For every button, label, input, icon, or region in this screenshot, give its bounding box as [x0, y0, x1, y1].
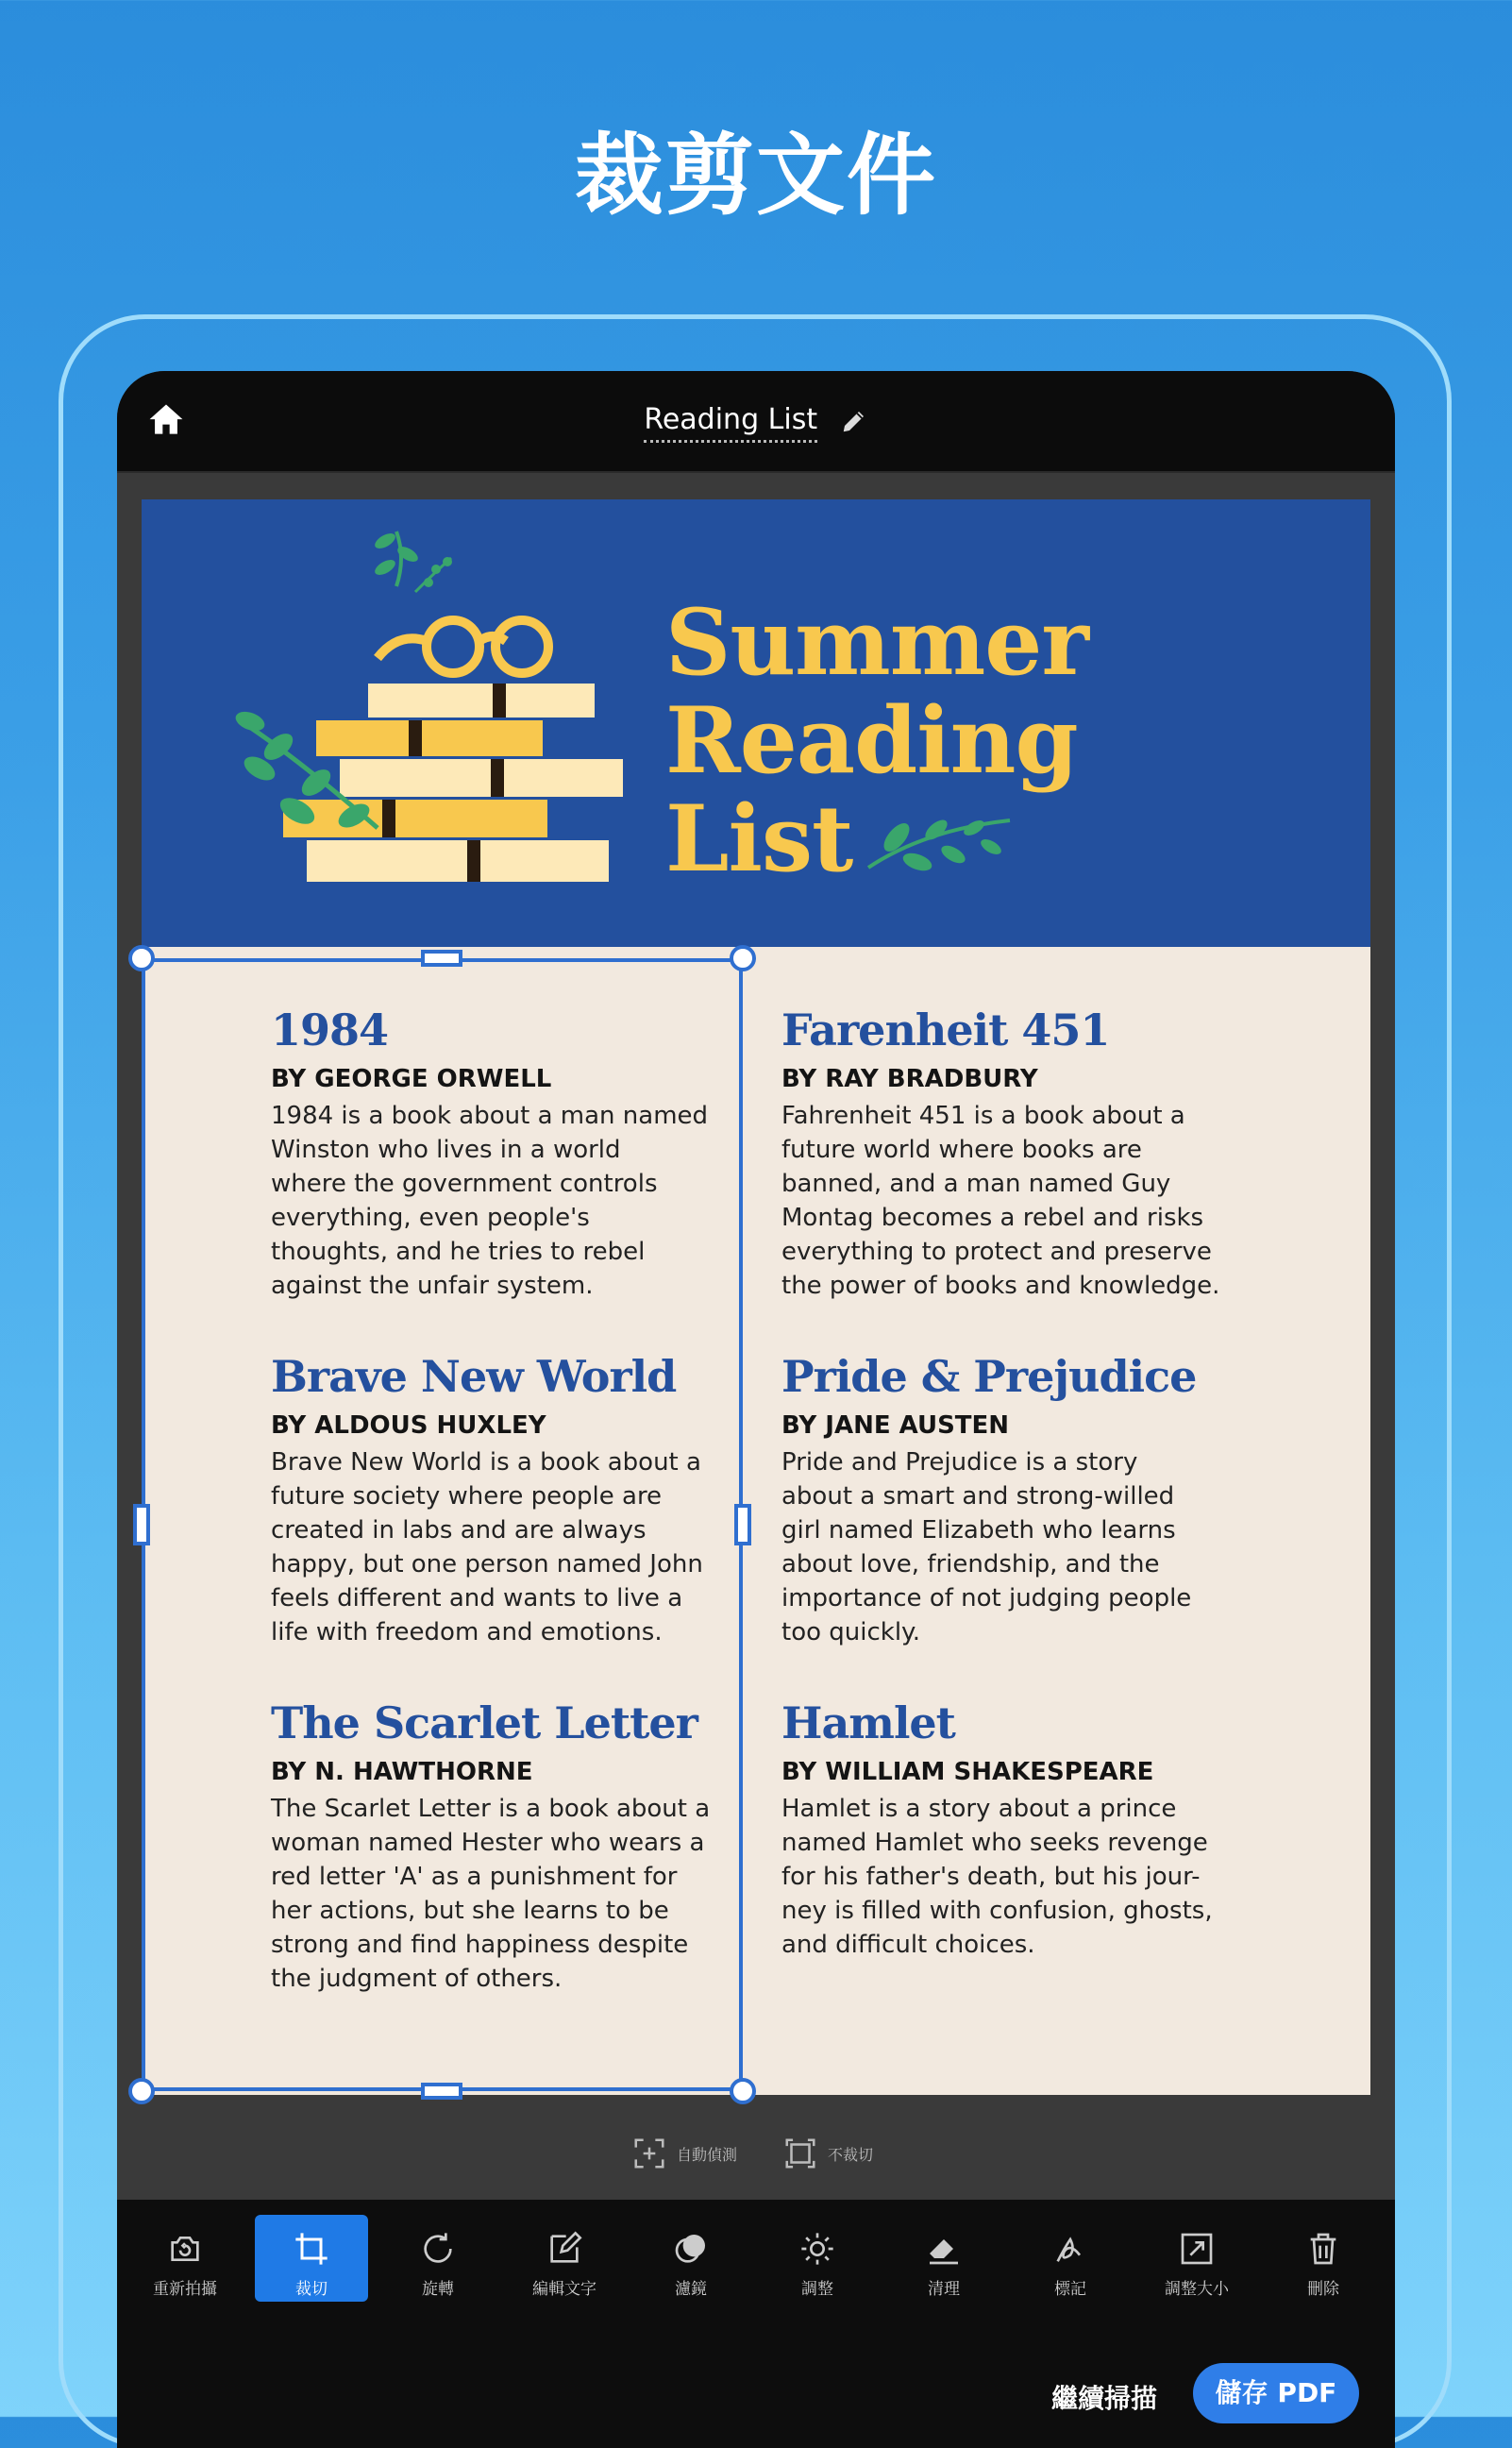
summary-line: life with freedom and emotions.: [271, 1618, 663, 1646]
auto-detect-label: 自動偵測: [677, 2145, 738, 2164]
crop-handle-top-left[interactable]: [128, 945, 155, 971]
crop-handle-bottom-right[interactable]: [730, 2078, 756, 2104]
summary-line: red letter 'A' as a punishment for: [271, 1863, 678, 1891]
summary-line: the power of books and knowledge.: [781, 1272, 1220, 1300]
crop-handle-left[interactable]: [133, 1504, 150, 1545]
summary-line: everything, even people's: [271, 1204, 590, 1232]
summary-line: Brave New World is a book about a: [271, 1448, 701, 1477]
summary-line: ney is filled with confusion, ghosts,: [781, 1897, 1213, 1925]
tool-label: 標記: [1054, 2280, 1086, 2299]
markup-icon: [1051, 2230, 1089, 2268]
summary-line: future world where books are: [781, 1136, 1142, 1164]
book-author: BY JANE AUSTEN: [781, 1411, 1010, 1440]
summary-line: strong and find happiness despite: [271, 1931, 689, 1959]
tool-crop[interactable]: [255, 2215, 368, 2302]
no-crop-icon: [782, 2136, 818, 2171]
book-entry: [781, 1697, 1235, 1962]
crop-handle-right[interactable]: [734, 1504, 751, 1545]
crop-handle-top[interactable]: [421, 950, 462, 967]
edit-text-icon: [546, 2230, 583, 2268]
crop-options: [117, 2132, 1395, 2179]
book-author: BY ALDOUS HUXLEY: [271, 1411, 546, 1440]
summary-line: Pride and Prejudice is a story: [781, 1448, 1138, 1477]
summary-line: about a smart and strong-willed: [781, 1482, 1175, 1511]
crop-handle-top-right[interactable]: [730, 945, 756, 971]
summary-line: Fahrenheit 451 is a book about a: [781, 1102, 1185, 1130]
bottom-toolbar: [117, 2200, 1395, 2448]
summary-line: where the government controls: [271, 1170, 658, 1198]
page-headline: 裁剪文件: [574, 125, 937, 228]
auto-detect-button[interactable]: [631, 2132, 737, 2175]
book-author: BY GEORGE ORWELL: [271, 1065, 552, 1093]
document-title-text[interactable]: Reading List: [644, 403, 817, 443]
crop-selection-box[interactable]: [142, 958, 743, 2091]
book-author: BY N. HAWTHORNE: [271, 1758, 533, 1786]
summary-line: Hamlet is a story about a prince: [781, 1795, 1177, 1823]
summary-line: The Scarlet Letter is a book about a: [271, 1795, 711, 1823]
summary-line: thoughts, and he tries to rebel: [271, 1238, 646, 1266]
tool-eraser[interactable]: [887, 2215, 1000, 2302]
book-entry: [781, 1005, 1235, 1303]
tool-label: 旋轉: [422, 2280, 454, 2299]
summary-line: named Hamlet who seeks revenge: [781, 1829, 1208, 1857]
tool-label: 編輯文字: [532, 2280, 596, 2299]
summary-line: about love, friendship, and the: [781, 1550, 1160, 1579]
summary-line: feels different and wants to live a: [271, 1584, 683, 1612]
summary-line: the judgment of others.: [271, 1965, 563, 1993]
summary-line: Winston who lives in a world: [271, 1136, 621, 1164]
summary-line: future society where people are: [271, 1482, 663, 1511]
summary-line: banned, and a man named Guy: [781, 1170, 1171, 1198]
tool-filter[interactable]: [634, 2215, 748, 2302]
book-title: 1984: [271, 1005, 389, 1055]
summary-line: too quickly.: [781, 1618, 920, 1646]
book-title: Hamlet: [781, 1697, 955, 1748]
banner-title-line: Summer: [665, 589, 1088, 696]
crop-handle-bottom[interactable]: [421, 2083, 462, 2100]
tool-label: 裁切: [295, 2280, 328, 2299]
crop-icon: [293, 2230, 330, 2268]
document-banner: [142, 499, 1370, 947]
continue-scan-button[interactable]: 繼續掃描: [1051, 2383, 1158, 2414]
tool-edit-text[interactable]: [508, 2215, 621, 2302]
tool-label: 濾鏡: [675, 2280, 707, 2299]
book-title: Pride & Prejudice: [781, 1351, 1197, 1402]
delete-icon: [1304, 2230, 1342, 2268]
tool-label: 調整: [801, 2280, 833, 2299]
top-bar: [117, 371, 1395, 473]
book-author: BY RAY BRADBURY: [781, 1065, 1038, 1093]
summary-line: and difficult choices.: [781, 1931, 1035, 1959]
summary-line: woman named Hester who wears a: [271, 1829, 705, 1857]
tool-adjust[interactable]: [761, 2215, 874, 2302]
book-entry: [781, 1351, 1235, 1649]
summary-line: Montag becomes a rebel and risks: [781, 1204, 1204, 1232]
tool-delete[interactable]: [1267, 2215, 1380, 2302]
summary-line: created in labs and are always: [271, 1516, 647, 1545]
retake-icon: [166, 2230, 204, 2268]
tool-markup[interactable]: [1014, 2215, 1127, 2302]
adjust-icon: [798, 2230, 836, 2268]
tool-label: 刪除: [1307, 2280, 1339, 2299]
tool-resize[interactable]: [1140, 2215, 1253, 2302]
resize-icon: [1178, 2230, 1216, 2268]
eraser-icon: [925, 2230, 963, 2268]
book-title: Farenheit 451: [781, 1005, 1110, 1055]
summary-line: importance of not judging people: [781, 1584, 1192, 1612]
banner-title-line: List: [665, 785, 853, 892]
document-title[interactable]: [117, 403, 1395, 436]
summary-line: everything to protect and preserve: [781, 1238, 1212, 1266]
tool-label: 重新拍攝: [153, 2280, 217, 2299]
crop-handle-bottom-left[interactable]: [128, 2078, 155, 2104]
book-summary: [781, 1445, 1235, 1649]
book-author: BY WILLIAM SHAKESPEARE: [781, 1758, 1154, 1786]
summary-line: girl named Elizabeth who learns: [781, 1516, 1176, 1545]
book-summary: [781, 1792, 1235, 1962]
tool-label: 清理: [928, 2280, 960, 2299]
banner-title-line: Reading: [665, 687, 1078, 794]
books-illustration: [142, 499, 670, 947]
summary-line: happy, but one person named John: [271, 1550, 703, 1579]
rotate-icon: [419, 2230, 457, 2268]
summary-line: against the unfair system.: [271, 1272, 594, 1300]
tool-label: 調整大小: [1165, 2280, 1229, 2299]
tool-rotate[interactable]: [381, 2215, 495, 2302]
no-crop-button[interactable]: [782, 2132, 873, 2175]
leaf-decoration: [859, 773, 1019, 886]
book-title: The Scarlet Letter: [271, 1697, 697, 1748]
book-title: Brave New World: [271, 1351, 677, 1402]
auto-detect-icon: [631, 2136, 667, 2171]
summary-line: her actions, but she learns to be: [271, 1897, 669, 1925]
pencil-icon[interactable]: [840, 407, 868, 435]
tool-retake[interactable]: [128, 2215, 242, 2302]
summary-line: for his father's death, but his jour-: [781, 1863, 1201, 1891]
no-crop-label: 不裁切: [828, 2145, 874, 2164]
right-column: [781, 1005, 1235, 2043]
summary-line: 1984 is a book about a man named: [271, 1102, 709, 1130]
book-summary: [781, 1099, 1235, 1303]
save-pdf-button[interactable]: 儲存 PDF: [1193, 2363, 1359, 2423]
filter-icon: [672, 2230, 710, 2268]
